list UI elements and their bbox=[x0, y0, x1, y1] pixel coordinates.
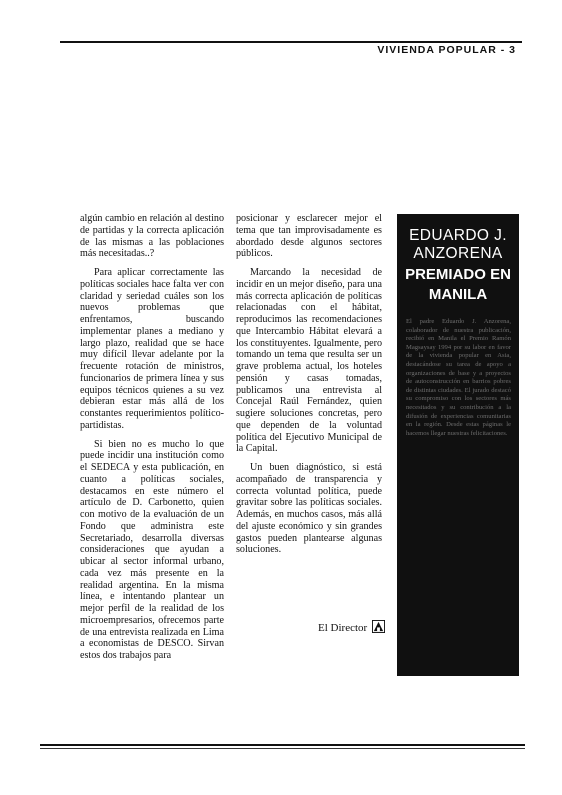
director-logo-icon bbox=[372, 620, 385, 633]
footer-rule-thin bbox=[40, 748, 525, 749]
sidebar-name-line2: ANZORENA bbox=[413, 245, 503, 262]
paragraph: algún cambio en relación al destino de partidas y la correcta aplicación de las mismas a las poblaciones más necesitadas..? bbox=[80, 213, 224, 260]
column-middle bbox=[236, 213, 382, 556]
footer-rule bbox=[40, 744, 525, 746]
award-sidebar bbox=[397, 214, 519, 676]
paragraph: posicionar y esclarecer mejor el tema que tan improvisadamente es abordado desde algunos sectores públicos. bbox=[236, 213, 382, 260]
header-rule bbox=[60, 41, 522, 43]
sidebar-headline-line2: MANILA bbox=[428, 286, 488, 303]
column-left bbox=[80, 213, 224, 662]
sidebar-name-line1: EDUARDO J. bbox=[409, 227, 507, 244]
paragraph: Para aplicar correctamente las políticas sociales hace falta ver con claridad y seriedad cuáles son los nuevos problemas que enfrentamos, buscando implementar planes a mediano y largo plazo, realidad que se hace muy difícil llevar adelante por la frecuente rotación de ministros, funcionarios de primera línea y sus equipos técnicos quienes a su vez debieran estar más allá de los constantes requerimientos político-partidistas. bbox=[80, 267, 224, 431]
signoff-text: El Director bbox=[318, 622, 368, 634]
running-header: VIVIENDA POPULAR - 3 bbox=[377, 44, 516, 56]
sidebar-body: El padre Eduardo J. Anzorena, colaborador de nuestra publicación, recibió en Manila el Premio Ramón Magsaysay 1994 por su labor en favor de la vivienda popular en Asia, destacándose su tarea de apoyo a organizaciones de base y a proyectos de autoconstrucción en barrios pobres de distintas ciudades. El jurado destacó su compromiso con los sectores más necesitados y su contribución a la difusión de experiencias comunitarias en la región. Desde estas páginas le hacemos llegar nuestras felicitaciones. bbox=[406, 318, 511, 437]
paragraph: Un buen diagnóstico, si está acompañado de transparencia y correcta voluntad política, puede gravitar sobre las políticas sociales. Además, en muchos casos, más allá del ajuste económico y sin grandes gastos pueden plantearse algunas soluciones. bbox=[236, 462, 382, 556]
paragraph: Marcando la necesidad de incidir en un mejor diseño, para una más correcta aplicación de políticas relacionadas con el hábitat, reproducimos las recomendaciones que Intercambio Hábitat elevará a los constituyentes. Igualmente, pero tomando un tema que resulta ser un grave problema actual, los hoteles pensión y casas tomadas, publicamos una entrevista al Concejal Raúl Fernández, quien sugiere soluciones concretas, pero que dependen de la voluntad política del Ejecutivo Municipal de la Capital. bbox=[236, 267, 382, 455]
signoff bbox=[318, 620, 385, 634]
sidebar-headline-line1: PREMIADO EN bbox=[405, 266, 511, 283]
paragraph: Si bien no es mucho lo que puede incidir una institución como el SEDECA y esta publicación, en cuanto a políticas sociales, destacamos en este número el artículo de D. Carbonetto, quien con motivo de la evaluación de un Fondo que administra este Secretariado, desarrolla diversas consideraciones que ayudan a ubicar al sector informal urbano, cada vez más presente en la realidad argentina. En la misma línea, e intentando plantear un mejor perfil de la realidad de los microempresarios, ofrecemos parte de una entrevista realizada en Lima a economistas de DESCO. Sirvan estos dos trabajos para bbox=[80, 438, 224, 661]
